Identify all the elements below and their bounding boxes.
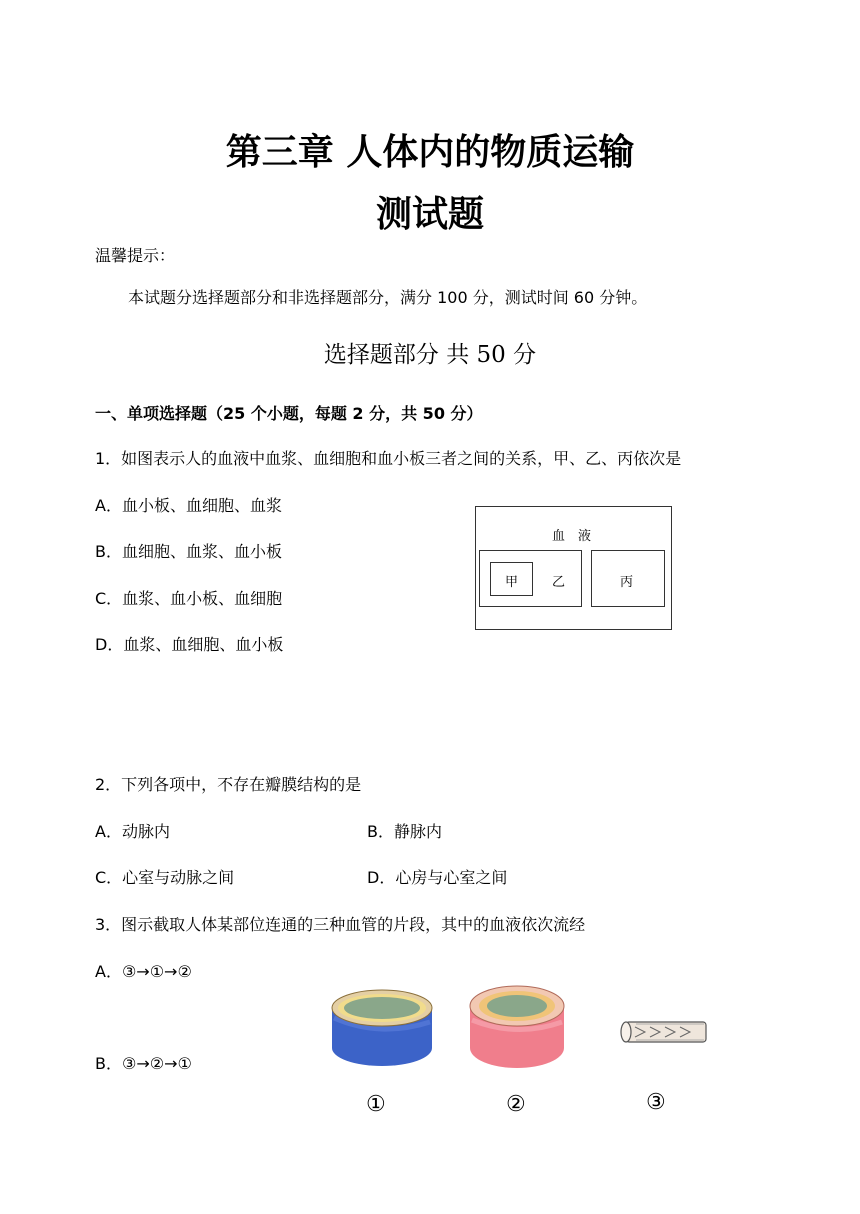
q1-option-d: D．血浆、血细胞、血小板: [95, 635, 284, 654]
q2-option-d: D．心房与心室之间: [367, 868, 508, 887]
section-heading: 选择题部分 共 50 分: [323, 342, 537, 368]
q3-stem: 3．图示截取人体某部位连通的三种血管的片段，其中的血液依次流经: [95, 915, 586, 934]
diagram-box-left: [479, 550, 582, 607]
page-subtitle: 测试题: [375, 193, 484, 235]
blood-vessels-figure: [320, 978, 720, 1083]
diagram-box-right: [591, 550, 665, 607]
part-heading: 一、单项选择题（25 个小题，每题 2 分，共 50 分）: [95, 404, 483, 423]
diagram-box-inner: [490, 562, 533, 596]
q1-option-a: A．血小板、血细胞、血浆: [95, 496, 282, 515]
notice-text: 本试题分选择题部分和非选择题部分，满分 100 分，测试时间 60 分钟。: [128, 288, 648, 307]
q1-stem: 1．如图表示人的血液中血浆、血细胞和血小板三者之间的关系，甲、乙、丙依次是: [95, 449, 682, 468]
q3-option-b: B．③→②→①: [95, 1054, 192, 1073]
vessel-3-capillary: [621, 1022, 706, 1042]
vessel-label-3: ③: [646, 1090, 666, 1115]
q1-option-b: B．血细胞、血浆、血小板: [95, 542, 282, 561]
vessel-label-2: ②: [506, 1092, 526, 1117]
vessel-1-vein: [332, 990, 432, 1066]
q2-option-a: A．动脉内: [95, 822, 170, 841]
diagram-label-blood: 血 液: [552, 529, 592, 544]
q2-option-c: C．心室与动脉之间: [95, 868, 235, 887]
page-title: 第三章 人体内的物质运输: [225, 131, 635, 173]
vessel-2-artery: [470, 986, 564, 1068]
diagram-label-c: 丙: [620, 575, 634, 590]
q3-option-a: A．③→①→②: [95, 962, 192, 981]
notice-label: 温馨提示：: [95, 246, 176, 265]
q2-stem: 2．下列各项中，不存在瓣膜结构的是: [95, 775, 362, 794]
vessel-label-1: ①: [366, 1092, 386, 1117]
q1-option-c: C．血浆、血小板、血细胞: [95, 589, 283, 608]
diagram-label-a: 甲: [505, 575, 519, 590]
blood-diagram: [475, 506, 672, 630]
q2-option-b: B．静脉内: [367, 822, 442, 841]
diagram-label-b: 乙: [552, 575, 566, 590]
